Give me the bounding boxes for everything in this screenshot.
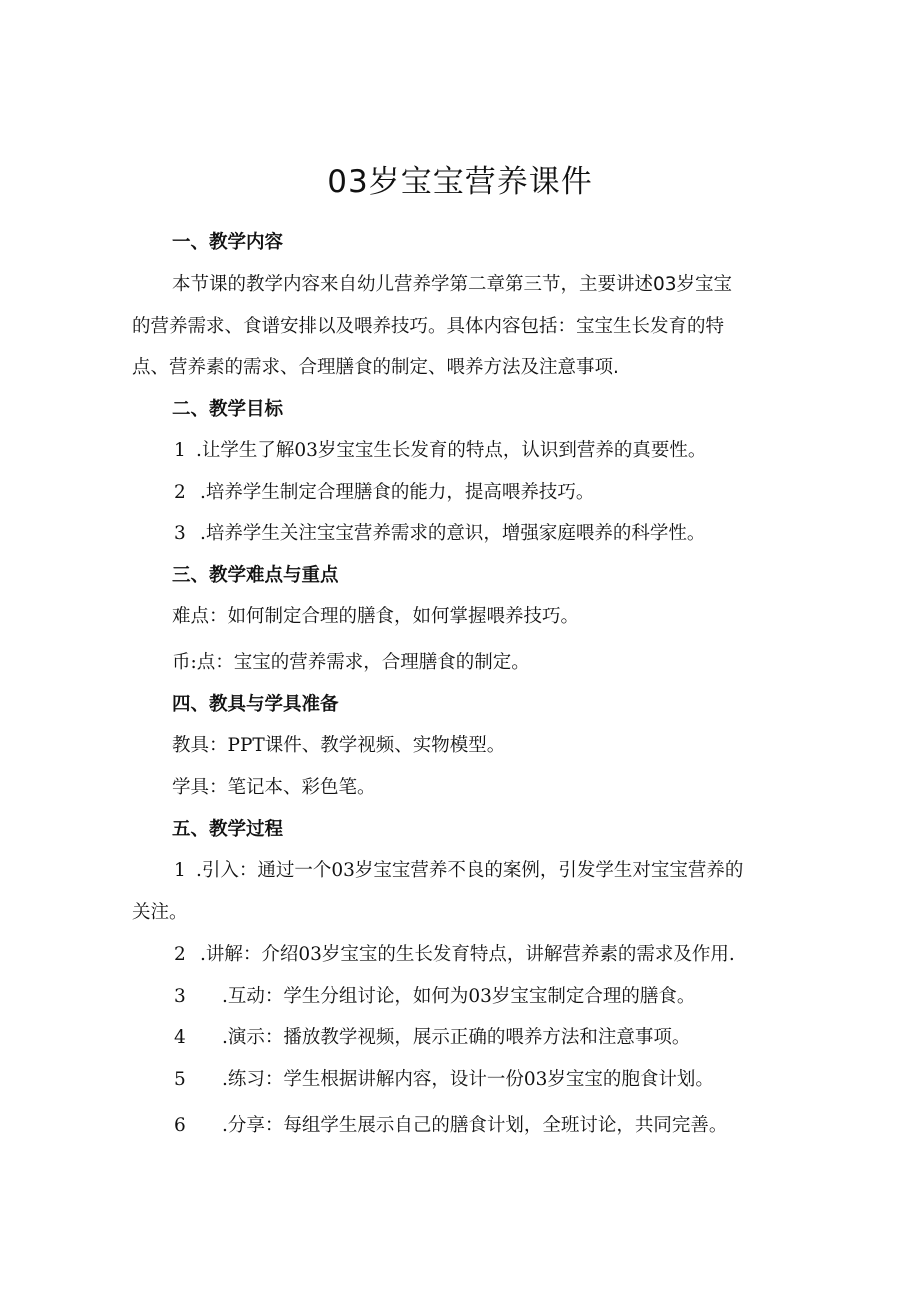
- key-point: 币:点：宝宝的营养需求，合理膳食的制定。: [172, 652, 530, 673]
- process-item-3: [174, 984, 695, 1010]
- difficult-point: 难点：如何制定合理的膳食，如何掌握喂养技巧。: [172, 606, 580, 627]
- goal-text: .让学生了解03岁宝宝生长发育的特点，认识到营养的真要性。: [196, 440, 707, 461]
- process-text: .讲解：介绍03岁宝宝的生长发育特点，讲解营养素的需求及作用.: [200, 944, 735, 965]
- goal-number: 1: [174, 440, 186, 461]
- section-heading-process: 五、教学过程: [172, 819, 284, 840]
- process-text: .引入：通过一个03岁宝宝营养不良的案例，引发学生对宝宝营养的: [196, 860, 744, 881]
- goal-text: .培养学生制定合理膳食的能力，提高喂养技巧。: [200, 482, 595, 503]
- section-heading-prep: 四、教具与学具准备: [172, 694, 339, 715]
- goal-number: 3: [174, 523, 186, 544]
- section-heading-goals: 二、教学目标: [172, 399, 284, 420]
- process-number: 3: [174, 986, 186, 1007]
- content-paragraph-line-3: 点、营养素的需求、合理膳食的制定、喂养方法及注意事项.: [132, 357, 619, 378]
- process-text: .分享：每组学生展示自己的膳食计划，全班讨论，共同完善。: [222, 1115, 728, 1136]
- process-number: 6: [174, 1115, 186, 1136]
- process-item-1-continuation: 关注。: [132, 902, 188, 923]
- process-item-2: [174, 942, 735, 968]
- process-number: 4: [174, 1027, 186, 1048]
- process-item-1: [174, 858, 743, 884]
- goal-item-2: [174, 480, 594, 506]
- content-paragraph-line-2: 的营养需求、食谱安排以及喂养技巧。具体内容包括：宝宝生长发育的特: [132, 316, 725, 337]
- section-heading-difficulty: 三、教学难点与重点: [172, 565, 339, 586]
- process-number: 5: [174, 1069, 186, 1090]
- goal-item-3: [174, 521, 705, 547]
- process-item-6: [174, 1113, 727, 1139]
- process-number: 2: [174, 944, 186, 965]
- section-heading-content: 一、教学内容: [172, 232, 284, 253]
- process-item-4: [174, 1025, 690, 1051]
- process-item-5: [174, 1067, 714, 1093]
- goal-item-1: [174, 438, 706, 464]
- process-text: .演示：播放教学视频，展示正确的喂养方法和注意事项。: [222, 1027, 691, 1048]
- teacher-tools: 教具：PPT课件、教学视频、实物模型。: [172, 735, 506, 756]
- student-tools: 学具：笔记本、彩色笔。: [172, 777, 376, 798]
- process-text: .互动：学生分组讨论，如何为03岁宝宝制定合理的膳食。: [222, 986, 696, 1007]
- process-number: 1: [174, 860, 186, 881]
- process-text: .练习：学生根据讲解内容，设计一份03岁宝宝的胞食计划。: [222, 1069, 714, 1090]
- goal-number: 2: [174, 482, 186, 503]
- content-paragraph-line-1: 本节课的教学内容来自幼儿营养学第二章第三节，主要讲述03岁宝宝: [172, 274, 733, 295]
- document-title: 03岁宝宝营养课件: [327, 164, 593, 200]
- goal-text: .培养学生关注宝宝营养需求的意识，增强家庭喂养的科学性。: [200, 523, 706, 544]
